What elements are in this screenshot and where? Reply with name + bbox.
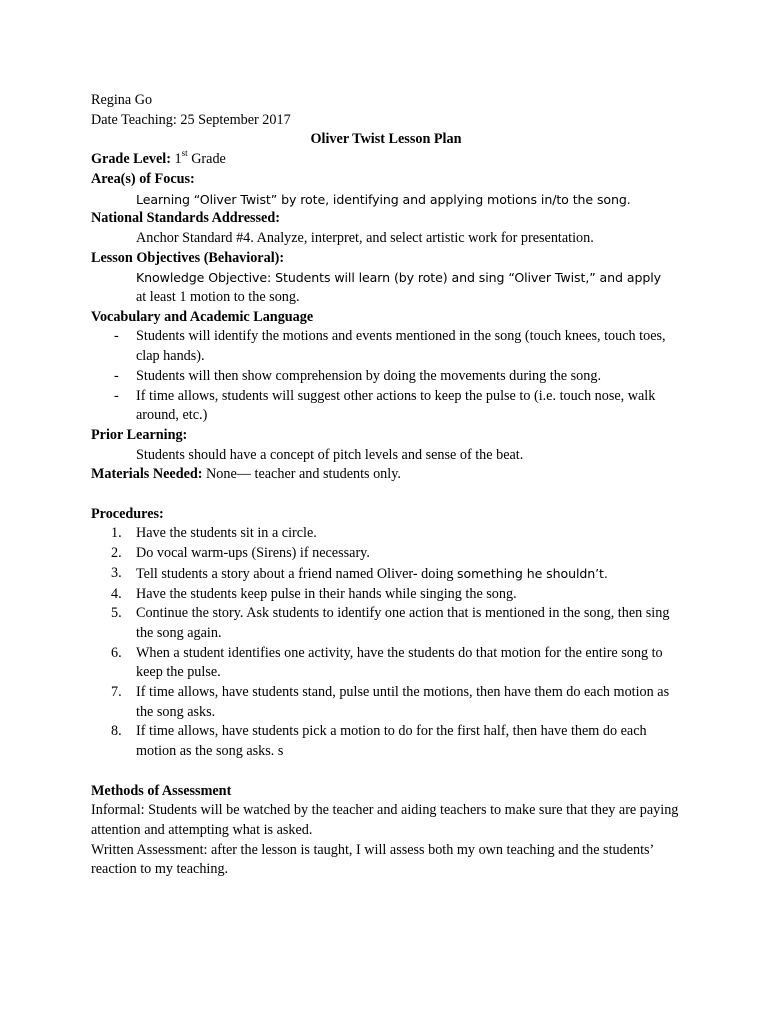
objectives-text: Knowledge Objective: Students will learn (by rote) and sing “Oliver Twist,” and apply [136, 270, 662, 286]
list-item [91, 564, 681, 585]
step-text: Have the students keep pulse in their hands while singing the song. [136, 585, 517, 602]
procedures-heading: Procedures: [91, 505, 164, 522]
step-text: If time allows, have students pick a motion to do for the first half, then have them do each motion as the song asks. s [136, 723, 647, 760]
dash-bullet: - [114, 328, 119, 345]
step-number: 8. [111, 723, 122, 740]
list-item [91, 585, 681, 605]
spacer [91, 485, 681, 505]
procedures-list [91, 524, 681, 761]
dash-bullet: - [114, 387, 119, 404]
step-text-continued: something he shouldn’t. [457, 565, 608, 581]
prior-learning-heading: Prior Learning: [91, 426, 188, 443]
list-item [91, 544, 681, 564]
list-item [91, 683, 681, 722]
assessment-informal: Informal: Students will be watched by the teacher and aiding teachers to make sure that they are paying attention and attempting what is asked. [91, 802, 679, 838]
list-item [91, 604, 681, 643]
step-number: 7. [111, 684, 122, 701]
grade-level-ordinal: st [181, 148, 188, 159]
objectives-text-continued: at least 1 motion to the song. [136, 289, 300, 306]
list-item [91, 387, 681, 426]
dash-bullet: - [114, 367, 119, 384]
focus-text: Learning “Oliver Twist” by rote, identifying and applying motions in/to the song. [136, 191, 631, 207]
list-item [91, 367, 681, 387]
step-text: Continue the story. Ask students to identify one action that is mentioned in the song, then sing the song again. [136, 605, 670, 641]
grade-level [91, 150, 681, 170]
assessment-heading: Methods of Assessment [91, 782, 232, 799]
step-number: 3. [111, 564, 122, 581]
standards-text: Anchor Standard #4. Analyze, interpret, and select artistic work for presentation. [136, 229, 594, 246]
author-name: Regina Go [91, 92, 153, 108]
step-number: 2. [111, 545, 122, 562]
vocabulary-heading: Vocabulary and Academic Language [91, 308, 314, 325]
step-text: Tell students a story about a friend named Oliver- doing [136, 565, 454, 582]
step-number: 6. [111, 644, 122, 661]
materials-needed [91, 465, 681, 485]
objectives-heading: Lesson Objectives (Behavioral): [91, 249, 285, 266]
vocabulary-item-text: If time allows, students will suggest other actions to keep the pulse to (i.e. touch nose, walk around, etc.) [136, 387, 656, 424]
step-text: When a student identifies one activity, have the students do that motion for the entire song to keep the pulse. [136, 644, 663, 681]
grade-level-label: Grade Level: [91, 151, 171, 168]
vocabulary-item-text: Students will identify the motions and events mentioned in the song (touch knees, touch toes, clap hands). [136, 328, 666, 365]
assessment-written: Written Assessment: after the lesson is taught, I will assess both my own teaching and the students’ reaction to my teaching. [91, 841, 654, 878]
vocabulary-list [91, 327, 681, 426]
list-item [91, 327, 681, 366]
list-item [91, 644, 681, 683]
step-text: Do vocal warm-ups (Sirens) if necessary. [136, 545, 370, 562]
materials-text: None— teacher and students only. [206, 466, 401, 483]
grade-level-word: Grade [191, 151, 226, 168]
list-item [91, 524, 681, 544]
lesson-plan-document [91, 91, 681, 880]
step-text: If time allows, have students stand, pulse until the motions, then have them do each motion as the song asks. [136, 684, 670, 720]
list-item [91, 722, 681, 761]
materials-label: Materials Needed: [91, 466, 203, 483]
standards-heading: National Standards Addressed: [91, 210, 280, 227]
step-number: 1. [111, 525, 122, 542]
focus-heading: Area(s) of Focus: [91, 170, 195, 187]
document-title: Oliver Twist Lesson Plan [310, 131, 462, 148]
step-number: 4. [111, 585, 122, 602]
step-number: 5. [111, 605, 122, 622]
grade-level-number: 1 [174, 151, 182, 168]
spacer [91, 762, 681, 782]
date-teaching: Date Teaching: 25 September 2017 [91, 111, 291, 128]
vocabulary-item-text: Students will then show comprehension by doing the movements during the song. [136, 367, 601, 384]
step-text: Have the students sit in a circle. [136, 525, 317, 542]
prior-learning-text: Students should have a concept of pitch levels and sense of the beat. [136, 446, 524, 463]
